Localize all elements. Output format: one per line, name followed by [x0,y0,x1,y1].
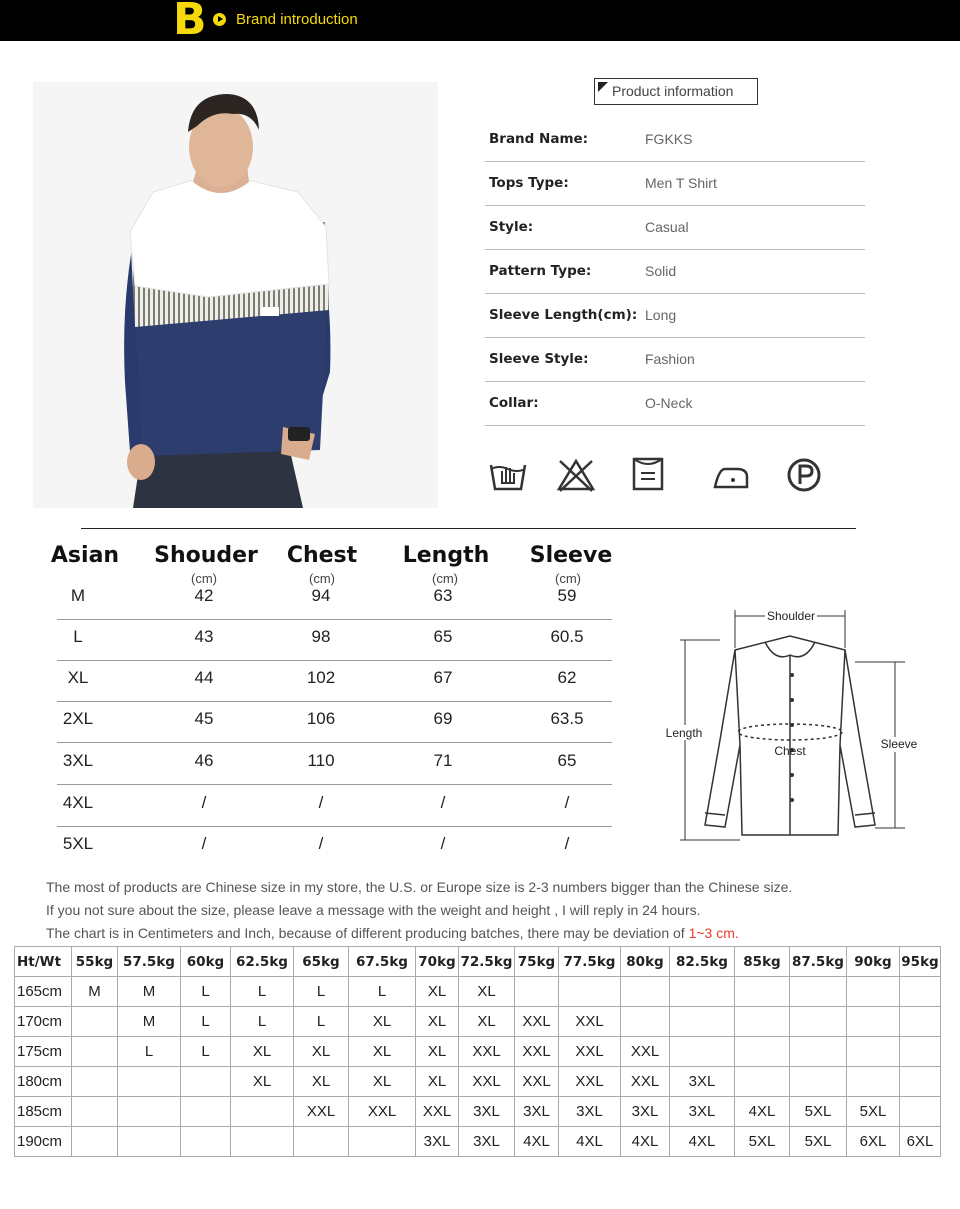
size-cell: 69 [433,709,453,728]
size-cell [72,1007,118,1037]
size-cell: 46 [194,751,214,770]
spec-value: Solid [645,263,677,279]
size-cell [181,1067,231,1097]
size-cell: XXL [515,1007,559,1037]
size-cell [181,1127,231,1157]
table-row [15,1037,941,1067]
size-cell: / [564,834,570,853]
size-cell: 110 [307,751,335,770]
size-cell [900,1097,941,1127]
size-cell [181,1097,231,1127]
size-cell: XL [416,977,459,1007]
size-cell [790,977,847,1007]
size-cell [735,1007,790,1037]
size-cell: 3XL [670,1097,735,1127]
size-cell: 102 [306,668,336,687]
size-cell: 5XL [790,1127,847,1157]
size-cell: XL [459,977,515,1007]
note-line: The most of products are Chinese size in my store, the U.S. or Europe size is 2-3 numbers bigger than the Chinese size. [46,879,793,895]
spec-row [485,206,865,250]
size-cell [900,1067,941,1097]
spec-value: Men T Shirt [645,175,717,191]
size-cell: XXL [294,1097,349,1127]
size-cell: 3XL [416,1127,459,1157]
size-cell [847,1007,900,1037]
weight-header: 67.5kg [349,947,416,977]
size-cell [231,1127,294,1157]
weight-header: 80kg [621,947,670,977]
size-row [57,744,612,785]
size-cell: L [349,977,416,1007]
brand-introduction-title: Brand introduction [236,11,358,28]
size-cell: 3XL [459,1127,515,1157]
size-notes [46,876,792,945]
diagram-shoulder-label: Shoulder [766,609,816,623]
size-cell: XXL [515,1067,559,1097]
size-row [57,579,612,620]
size-cell: 4XL [559,1127,621,1157]
size-cell: XL [416,1037,459,1067]
size-cell [670,1037,735,1067]
spec-value: Fashion [645,351,695,367]
size-cell: XL [349,1067,416,1097]
spec-key: Tops Type: [489,175,569,191]
height-cell: 185cm [15,1097,72,1127]
spec-row [485,162,865,206]
size-cell: 63 [433,586,453,605]
size-cell: / [564,793,570,812]
do-not-bleach-icon [556,455,596,495]
size-cell: 63.5 [550,709,584,728]
size-cell [847,977,900,1007]
size-cell [349,1127,416,1157]
size-cell [735,1067,790,1097]
size-row [57,827,612,868]
size-cell: XXL [621,1037,670,1067]
height-cell: 190cm [15,1127,72,1157]
size-row [57,620,612,661]
weight-header: 60kg [181,947,231,977]
size-cell: 3XL [62,751,94,770]
spec-key: Brand Name: [489,131,589,147]
size-cell: L [231,1007,294,1037]
diagram-sleeve-label: Sleeve [880,737,918,751]
size-cell [900,1037,941,1067]
size-cell [790,1067,847,1097]
play-circle-icon [213,13,226,26]
size-cell: 6XL [900,1127,941,1157]
size-cell [847,1067,900,1097]
size-cell: XL [416,1007,459,1037]
brand-letter: B [173,0,207,45]
size-cell: 44 [194,668,214,687]
size-cell: XL [416,1067,459,1097]
weight-header: 55kg [72,947,118,977]
diagram-chest-label: Chest [774,744,806,758]
brand-header-bar [0,0,960,45]
height-cell: 165cm [15,977,72,1007]
size-cell: 62 [557,668,577,687]
height-cell: 180cm [15,1067,72,1097]
spec-key: Sleeve Style: [489,351,589,367]
dry-clean-p-icon [784,455,824,495]
size-cell [670,1007,735,1037]
size-cell: 106 [306,709,336,728]
size-cell: XL [67,668,89,687]
size-cell: 67 [433,668,453,687]
size-cell: L [294,977,349,1007]
size-cell: 71 [433,751,453,770]
size-cell: 2XL [62,709,94,728]
size-cell [294,1127,349,1157]
table-row [15,1127,941,1157]
size-cell: 94 [311,586,331,605]
unit-label: (cm) [432,571,458,586]
size-cell [72,1067,118,1097]
size-row [57,702,612,743]
size-header-sleeve: Sleeve [529,543,613,568]
size-cell: L [181,1007,231,1037]
spec-row [485,294,865,338]
spec-key: Pattern Type: [489,263,592,279]
weight-header: 87.5kg [790,947,847,977]
weight-header: 70kg [416,947,459,977]
weight-header: 95kg [900,947,941,977]
size-cell [72,1037,118,1067]
product-photo [33,82,438,508]
size-cell: 4XL [62,793,94,812]
size-cell: / [440,793,446,812]
spec-value: Long [645,307,677,323]
table-row [15,1067,941,1097]
weight-header: 72.5kg [459,947,515,977]
unit-label: (cm) [309,571,335,586]
size-cell [118,1067,181,1097]
size-cell [900,1007,941,1037]
size-cell: XL [349,1007,416,1037]
product-information-badge: Product information [594,78,758,105]
size-cell: 5XL [735,1127,790,1157]
weight-header: 62.5kg [231,947,294,977]
table-row [15,1097,941,1127]
spec-row [485,338,865,382]
size-cell: 65 [557,751,577,770]
line-dry-icon [628,455,668,495]
note-line: If you not sure about the size, please leave a message with the weight and height , I will reply in 24 hours. [46,902,701,918]
weight-header: 57.5kg [118,947,181,977]
spec-key: Style: [489,219,534,235]
note-text: The chart is in Centimeters and Inch, because of different producing batches, there may be deviation of [46,925,689,941]
size-cell: 4XL [515,1127,559,1157]
size-cell: 6XL [847,1127,900,1157]
size-cell: 42 [194,586,214,605]
height-cell: 175cm [15,1037,72,1067]
size-cell: M [118,977,181,1007]
size-cell: 45 [194,709,214,728]
size-cell [231,1097,294,1127]
size-cell: XXL [559,1007,621,1037]
size-cell: 59 [557,586,577,605]
size-cell [735,977,790,1007]
size-cell: 98 [311,627,331,646]
size-cell: L [231,977,294,1007]
diagram-length-label: Length [665,726,703,740]
size-cell: XXL [416,1097,459,1127]
size-cell: / [318,834,324,853]
size-header-asian: Asian [50,543,120,568]
size-header-chest: Chest [286,543,358,568]
size-cell: 5XL [847,1097,900,1127]
spec-value: Casual [645,219,689,235]
size-cell: L [118,1037,181,1067]
size-cell: M [72,977,118,1007]
size-cell: 3XL [621,1097,670,1127]
size-cell: XXL [559,1067,621,1097]
height-weight-table [14,946,941,1157]
size-cell: M [70,586,86,605]
size-cell: 5XL [790,1097,847,1127]
size-cell [118,1127,181,1157]
size-cell: / [440,834,446,853]
size-cell [72,1097,118,1127]
weight-header: 65kg [294,947,349,977]
size-row [57,786,612,827]
size-cell: L [73,627,83,646]
size-cell: XL [349,1037,416,1067]
spec-row [485,118,865,162]
size-cell [118,1097,181,1127]
size-cell: 4XL [670,1127,735,1157]
size-cell: / [201,834,207,853]
spec-value: FGKKS [645,131,693,147]
size-cell: L [294,1007,349,1037]
size-cell: 3XL [559,1097,621,1127]
size-cell: 3XL [670,1067,735,1097]
size-cell [900,977,941,1007]
size-cell: XXL [515,1037,559,1067]
size-cell: XL [294,1067,349,1097]
size-row [57,661,612,702]
size-cell: 3XL [515,1097,559,1127]
deviation-highlight: 1~3 cm. [688,925,739,941]
size-cell [621,977,670,1007]
spec-key: Sleeve Length(cm): [489,307,638,323]
size-cell: XXL [621,1067,670,1097]
weight-header: 82.5kg [670,947,735,977]
unit-label: (cm) [555,571,581,586]
size-cell: / [318,793,324,812]
size-cell [72,1127,118,1157]
note-line [46,922,792,945]
weight-header: 77.5kg [559,947,621,977]
iron-low-icon [711,455,751,495]
table-row [15,977,941,1007]
size-cell: XL [459,1007,515,1037]
size-cell: 60.5 [550,627,584,646]
spec-row [485,382,865,426]
size-cell: 43 [194,627,214,646]
weight-header: 75kg [515,947,559,977]
spec-row [485,250,865,294]
size-cell: XL [231,1037,294,1067]
size-cell [790,1007,847,1037]
corner-cell: Ht/Wt [15,947,72,977]
size-cell [559,977,621,1007]
weight-header: 90kg [847,947,900,977]
unit-label: (cm) [191,571,217,586]
size-cell: 4XL [621,1127,670,1157]
section-divider [81,528,856,529]
measurement-diagram [660,600,920,845]
size-cell: XXL [459,1067,515,1097]
size-header-length: Length [402,543,490,568]
spec-value: O-Neck [645,395,693,411]
size-cell: XXL [459,1037,515,1067]
size-cell [847,1037,900,1067]
size-cell [515,977,559,1007]
spec-key: Collar: [489,395,539,411]
size-cell: 65 [433,627,453,646]
size-cell: XL [231,1067,294,1097]
size-cell [621,1007,670,1037]
table-header-row [15,947,941,977]
hand-wash-icon [488,455,528,495]
size-cell: 5XL [62,834,94,853]
size-cell [670,977,735,1007]
size-header-shoulder: Shouder [154,543,258,568]
weight-header: 85kg [735,947,790,977]
size-cell: L [181,977,231,1007]
height-cell: 170cm [15,1007,72,1037]
size-cell: L [181,1037,231,1067]
size-cell: 4XL [735,1097,790,1127]
size-cell: 3XL [459,1097,515,1127]
size-cell [790,1037,847,1067]
size-cell: XL [294,1037,349,1067]
size-cell: M [118,1007,181,1037]
size-cell [735,1037,790,1067]
table-row [15,1007,941,1037]
size-cell: XXL [349,1097,416,1127]
size-cell: / [201,793,207,812]
size-cell: XXL [559,1037,621,1067]
